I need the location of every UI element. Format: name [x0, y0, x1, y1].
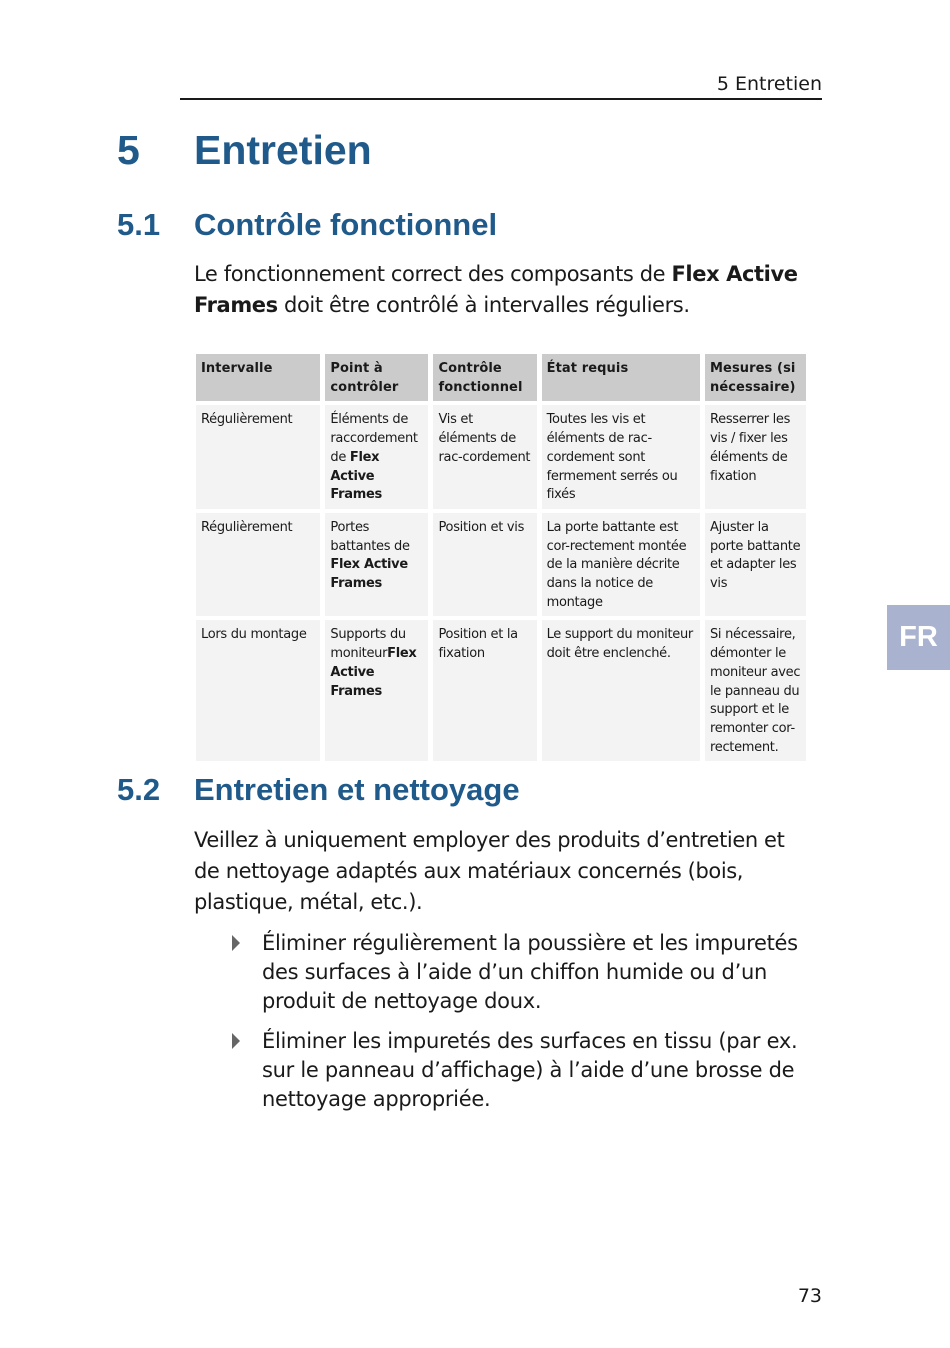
language-tab: FR [887, 605, 950, 670]
header-check-point: Point à contrôler [325, 354, 428, 401]
section-number: 5.1 [117, 207, 161, 242]
check-point-text: Éléments de raccordement de [330, 412, 418, 465]
table-row [196, 620, 806, 761]
cell-interval: Lors du montage [196, 620, 320, 761]
product-name: Flex Active Frames [194, 262, 798, 317]
list-item-text: Éliminer les impuretés des surfaces en tissu (par ex. sur le panneau d’affichage) à l’aide d’une brosse de nettoyage appropriée. [262, 1029, 798, 1111]
section-title: Entretien et nettoyage [194, 772, 520, 807]
intro-text-before: Le fonctionnement correct des composants de [194, 262, 672, 286]
intro-text-after: doit être contrôlé à intervalles réguliers. [277, 293, 690, 317]
list-item-text: Éliminer régulièrement la poussière et les impuretés des surfaces à l’aide d’un chiffon humide ou d’un produit de nettoyage doux. [262, 931, 798, 1013]
cell-required-state: La porte battante est cor-rectement montée de la manière décrite dans la notice de montage [542, 513, 700, 617]
cell-required-state: Toutes les vis et éléments de rac-cordement sont fermement serrés ou fixés [542, 405, 700, 509]
chapter-number: 5 [117, 127, 140, 173]
cell-measures: Ajuster la porte battante et adapter les vis [705, 513, 806, 617]
list-item [232, 929, 812, 1016]
table-header-row [196, 354, 806, 401]
header-required-state: État requis [542, 354, 700, 401]
page-number: 73 [797, 1285, 822, 1307]
cell-measures: Resserrer les vis / fixer les éléments de fixation [705, 405, 806, 509]
chapter-title: Entretien [194, 127, 372, 173]
cell-function-check: Position et la fixation [433, 620, 536, 761]
list-item [232, 1027, 812, 1114]
header-function-check: Contrôle fonctionnel [433, 354, 536, 401]
cell-interval: Régulièrement [196, 513, 320, 617]
maintenance-table [191, 350, 811, 765]
table-row [196, 513, 806, 617]
check-point-product: Flex Active Frames [330, 449, 382, 503]
running-header: 5 Entretien [180, 72, 822, 100]
cleaning-instructions-list [232, 929, 812, 1125]
section-number: 5.2 [117, 772, 161, 807]
section-title: Contrôle fonctionnel [194, 207, 498, 242]
check-point-text: Supports du moniteur [330, 627, 406, 662]
cell-function-check: Vis et éléments de rac-cordement [433, 405, 536, 509]
cell-function-check: Position et vis [433, 513, 536, 617]
cleaning-intro: Veillez à uniquement employer des produits d’entretien et de nettoyage adaptés aux matériaux concernés (bois, plastique, métal, etc.). [194, 828, 785, 914]
check-point-text: Portes battantes de [330, 519, 410, 554]
check-point-product: Flex Active Frames [330, 557, 408, 592]
cell-check-point [325, 405, 428, 509]
header-measures: Mesures (si nécessaire) [705, 354, 806, 401]
cell-measures: Si nécessaire, démonter le moniteur avec le panneau du support et le remonter cor-rectement. [705, 620, 806, 761]
triangle-bullet-icon [232, 1033, 240, 1049]
check-point-product: Flex Active Frames [330, 646, 417, 699]
cell-check-point [325, 513, 428, 617]
cell-required-state: Le support du moniteur doit être enclenché. [542, 620, 700, 761]
header-interval: Intervalle [196, 354, 320, 401]
cell-check-point [325, 620, 428, 761]
cell-interval: Régulièrement [196, 405, 320, 509]
triangle-bullet-icon [232, 935, 240, 951]
table-row [196, 405, 806, 509]
section-intro [194, 259, 804, 321]
